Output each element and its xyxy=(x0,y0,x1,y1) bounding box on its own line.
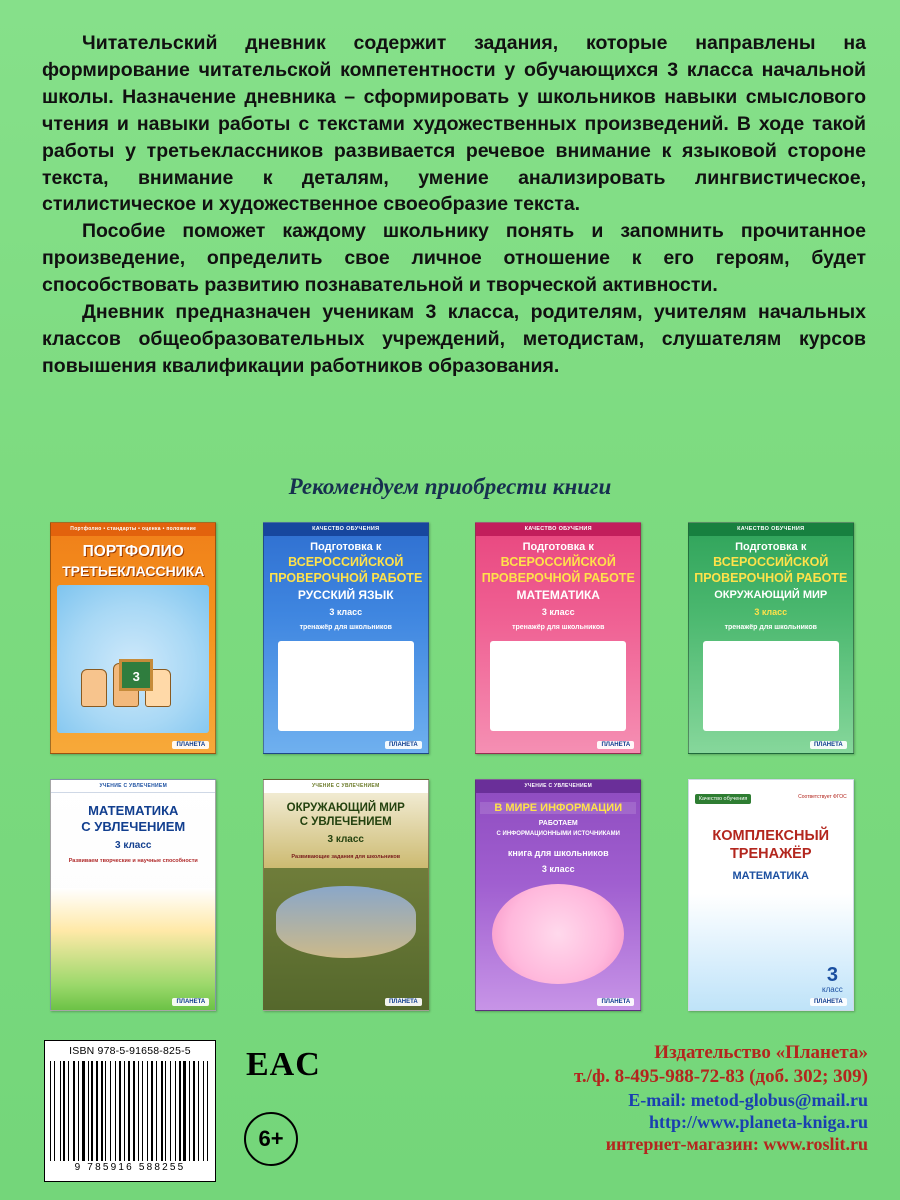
age-rating-mark: 6+ xyxy=(244,1112,298,1166)
book-banner: УЧЕНИЕ С УВЛЕЧЕНИЕМ xyxy=(264,780,428,793)
recommended-heading: Рекомендуем приобрести книги xyxy=(288,474,612,499)
annotation-text xyxy=(42,30,866,380)
book-tagline: Развивающие задания для школьников xyxy=(291,854,401,860)
book-banner: УЧЕНИЕ С УВЛЕЧЕНИЕМ xyxy=(51,780,215,793)
book-title-line-1: МАТЕМАТИКА xyxy=(88,803,179,818)
book-title-line-1: Подготовка к xyxy=(735,541,807,553)
publisher-logo: ПЛАНЕТА xyxy=(385,998,422,1006)
quality-badge: Качество обучения xyxy=(695,794,752,804)
publisher-logo: ПЛАНЕТА xyxy=(597,998,634,1006)
book-subject: РУССКИЙ ЯЗЫК xyxy=(297,588,394,602)
annotation-paragraph-3: Дневник предназначен ученикам 3 класса, родителям, учителям начальных классов общеобразовательных учреждений, методистам, слушателям курсов повышения квалификации работников образования. xyxy=(42,301,866,377)
book-cover-world-of-information[interactable] xyxy=(475,779,641,1011)
book-grade-mark xyxy=(822,965,843,994)
book-grade-slate xyxy=(119,659,153,691)
book-cover-complex-trainer[interactable] xyxy=(688,779,854,1011)
book-banner: КАЧЕСТВО ОБУЧЕНИЯ xyxy=(476,523,640,536)
book-title-line-1: КОМПЛЕКСНЫЙ xyxy=(712,828,830,844)
publisher-logo: ПЛАНЕТА xyxy=(810,998,847,1006)
barcode-digits: 9 785916 588255 xyxy=(74,1162,186,1173)
isbn-label: ISBN 978-5-91658-825-5 xyxy=(69,1045,191,1057)
book-banner: УЧЕНИЕ С УВЛЕЧЕНИЕМ xyxy=(476,780,640,793)
book-title-line-1: Подготовка к xyxy=(522,541,594,553)
book-grade: 3 класс xyxy=(541,607,575,617)
book-tagline: тренажёр для школьников xyxy=(512,624,605,631)
book-title-line-2: ТРЕТЬЕКЛАССНИКА xyxy=(62,563,205,579)
publisher-name: Издательство «Планета» xyxy=(654,1042,868,1063)
book-cover-vpr-russian[interactable] xyxy=(263,522,429,754)
book-cover-world-passion[interactable] xyxy=(263,779,429,1011)
book-illustration xyxy=(703,641,839,731)
book-subject: МАТЕМАТИКА xyxy=(732,870,809,882)
publisher-online-shop[interactable]: интернет-магазин: www.roslit.ru xyxy=(605,1134,868,1154)
book-banner: КАЧЕСТВО ОБУЧЕНИЯ xyxy=(689,523,853,536)
book-grade-number: 3 xyxy=(826,964,838,986)
book-title-line-3: ПРОВЕРОЧНОЙ РАБОТЕ xyxy=(269,571,423,585)
book-banner: КАЧЕСТВО ОБУЧЕНИЯ xyxy=(264,523,428,536)
isbn-barcode-box xyxy=(44,1040,216,1182)
book-title-line-2: С УВЛЕЧЕНИЕМ xyxy=(299,816,392,828)
eac-conformity-mark: ЕAC xyxy=(246,1046,321,1083)
book-title-line-1: ПОРТФОЛИО xyxy=(82,543,184,560)
book-cover-vpr-math[interactable] xyxy=(475,522,641,754)
publisher-website[interactable]: http://www.planeta-kniga.ru xyxy=(648,1112,868,1132)
book-title-line-1: ОКРУЖАЮЩИЙ МИР xyxy=(286,802,405,814)
book-illustration xyxy=(51,888,215,1010)
book-title-line-3: ПРОВЕРОЧНОЙ РАБОТЕ xyxy=(694,571,848,585)
fgos-badge: Соответствует ФГОС xyxy=(798,794,847,800)
book-tagline: Развиваем творческие и научные способности xyxy=(68,858,198,864)
book-cover-portfolio[interactable] xyxy=(50,522,216,754)
book-title-line-2: РАБОТАЕМ xyxy=(538,820,578,827)
book-illustration xyxy=(57,585,209,733)
book-grade: 3 класс xyxy=(541,864,575,874)
book-cover-math-passion[interactable] xyxy=(50,779,216,1011)
publisher-phone: т./ф. 8-495-988-72-83 (доб. 302; 309) xyxy=(574,1066,868,1087)
book-tagline: тренажёр для школьников xyxy=(299,624,392,631)
publisher-logo: ПЛАНЕТА xyxy=(172,741,209,749)
annotation-paragraph-1: Читательский дневник содержит задания, которые направлены на формирование читательской компетентности у обучающихся 3 класса начальной школы. Назначение дневника – сформировать у школьников навыки смыслового чтения и навыки работы с текстами художественных произведений. В ходе такой работы у третьеклассников развивается речевое внимание к языковой стороне текста, внимание к деталям, умение анализировать лингвистическое, стилистическое и художественное своеобразие текста. xyxy=(42,32,866,216)
publisher-email[interactable]: E-mail: metod-globus@mail.ru xyxy=(628,1090,868,1110)
book-title-line-3: С ИНФОРМАЦИОННЫМИ ИСТОЧНИКАМИ xyxy=(496,831,620,837)
recommended-books-grid xyxy=(40,522,864,1022)
book-subject: ОКРУЖАЮЩИЙ МИР xyxy=(714,589,828,601)
book-illustration xyxy=(492,884,624,984)
book-grade: 3 класс xyxy=(754,607,788,617)
publisher-logo: ПЛАНЕТА xyxy=(172,998,209,1006)
annotation-paragraph-2: Пособие поможет каждому школьнику понять и запомнить прочитанное произведение, определить свое личное отношение к его героям, будет способствовать развитию познавательной и творческой активности. xyxy=(42,220,866,297)
publisher-logo: ПЛАНЕТА xyxy=(597,741,634,749)
book-title-line-2: ВСЕРОССИЙСКОЙ xyxy=(500,555,616,569)
book-title-line-2: С УВЛЕЧЕНИЕМ xyxy=(81,819,186,834)
book-grade: 3 класс xyxy=(327,834,364,845)
book-title-line-2: ВСЕРОССИЙСКОЙ xyxy=(713,555,829,569)
publisher-logo: ПЛАНЕТА xyxy=(810,741,847,749)
book-tagline: книга для школьников xyxy=(507,848,609,858)
book-illustration xyxy=(264,868,428,1010)
book-grade: 3 класс xyxy=(329,607,363,617)
publisher-contacts xyxy=(574,1042,868,1155)
book-grade: 3 xyxy=(132,669,140,684)
book-title-line-1: В МИРЕ ИНФОРМАЦИИ xyxy=(480,802,636,814)
publisher-logo: ПЛАНЕТА xyxy=(385,741,422,749)
book-banner: Портфолио • стандарты • оценка • положение xyxy=(51,523,215,536)
book-subject: МАТЕМАТИКА xyxy=(516,588,600,602)
book-title-line-2: ТРЕНАЖЁР xyxy=(729,846,812,862)
book-tagline: тренажёр для школьников xyxy=(724,624,817,631)
book-title-line-1: Подготовка к xyxy=(310,541,382,553)
book-grade: 3 класс xyxy=(114,840,152,851)
book-title-line-3: ПРОВЕРОЧНОЙ РАБОТЕ xyxy=(481,571,635,585)
book-illustration xyxy=(278,641,414,731)
book-grade-word: класс xyxy=(822,985,843,994)
book-illustration xyxy=(490,641,626,731)
barcode xyxy=(50,1061,210,1161)
book-title-line-2: ВСЕРОССИЙСКОЙ xyxy=(288,555,404,569)
book-cover-vpr-world[interactable] xyxy=(688,522,854,754)
